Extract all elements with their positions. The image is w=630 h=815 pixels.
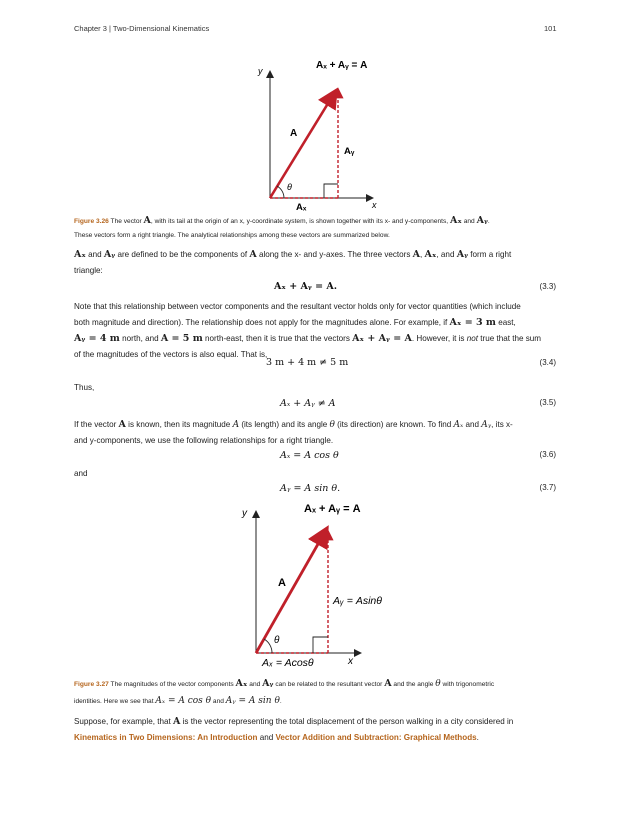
equation-3-4: 3 m + 4 m ≠ 5 m — [266, 357, 349, 368]
text: triangle: — [74, 266, 103, 275]
caption-text: identities. Here we see that — [74, 698, 154, 705]
equation-3-7: Aᵧ = A sin θ. — [280, 483, 341, 494]
figure-3-27 — [230, 496, 410, 672]
ax-label: Aₓ = Acosθ — [262, 657, 314, 669]
text: true that the sum — [480, 334, 541, 343]
text: , — [420, 250, 423, 259]
theta-label: θ — [287, 182, 292, 192]
equation-number: (3.4) — [539, 358, 556, 367]
equation-number: (3.6) — [539, 450, 556, 459]
text-and: and — [74, 469, 88, 478]
math-expr: Aᵧ = A sin θ — [225, 696, 280, 706]
text: and — [465, 420, 480, 429]
paragraph-example — [74, 714, 560, 746]
right-angle-mark — [313, 637, 328, 653]
equation-3-5: Aₓ + Aᵧ ≠ A — [280, 398, 336, 409]
text: north-east, then it is true that the vectors — [205, 334, 350, 343]
math-ax: Aₓ — [449, 215, 462, 226]
math-a: A — [118, 419, 126, 430]
math-a: A — [232, 420, 240, 430]
paragraph-vector-quantities — [74, 299, 560, 363]
text: along the x- and y-axes. The three vectors — [258, 250, 411, 259]
math-theta: θ — [435, 679, 441, 689]
page-number: 101 — [544, 24, 557, 33]
text: form a right — [470, 250, 512, 259]
math-a: A — [249, 249, 257, 260]
running-header: Chapter 3 | Two-Dimensional Kinematics — [74, 24, 210, 33]
figure-3-26 — [240, 52, 390, 212]
figure-title: Aₓ + Aᵧ = A — [304, 503, 361, 515]
theta-label: θ — [274, 635, 280, 646]
equation-3-3: Aₓ + Aᵧ = A. — [274, 281, 338, 292]
caption-text: can be related to the resultant vector — [275, 681, 383, 688]
text: is the vector representing the total displacement of the person walking in a city considered in — [182, 717, 514, 726]
link-kinematics-intro[interactable]: Kinematics in Two Dimensions: An Introduction — [74, 733, 258, 742]
text: . — [476, 733, 479, 742]
x-label: x — [348, 656, 353, 667]
text-emphasis: not — [466, 334, 478, 343]
text: . However, it is — [411, 334, 465, 343]
caption-text: and the angle — [393, 681, 434, 688]
caption-label: Figure 3.27 — [74, 681, 109, 688]
math-expr: Aᵧ = 4 m — [74, 333, 120, 344]
caption-text: and — [463, 218, 475, 225]
equation-number: (3.5) — [539, 398, 556, 407]
text: east, — [498, 318, 516, 327]
math-ay: Aᵧ — [456, 249, 469, 260]
text: , its x- — [491, 420, 513, 429]
math-ax: Aₓ — [424, 249, 437, 260]
angle-arc — [264, 639, 272, 653]
text: north, and — [122, 334, 159, 343]
math-ax: Aₓ — [453, 420, 464, 430]
text-thus: Thus, — [74, 383, 95, 392]
equation-3-6: Aₓ = A cos θ — [280, 450, 339, 461]
caption-text: The vector — [110, 218, 142, 225]
right-angle-mark — [324, 184, 338, 198]
a-label: A — [278, 577, 286, 589]
text: is known, then its magnitude — [128, 420, 231, 429]
math-expr: Aₓ = 3 m — [449, 317, 496, 328]
vector-a — [256, 530, 326, 653]
y-label: y — [242, 508, 247, 519]
figure-title: Aₓ + Aᵧ = A — [316, 60, 368, 71]
caption-label: Figure 3.26 — [74, 218, 109, 225]
caption-text: . — [279, 698, 282, 705]
math-ay: Aᵧ — [103, 249, 116, 260]
figure-3-26-caption: Figure 3.26 The vector A, with its tail at the origin of an x, y-coordinate system, is shown together with its x- and y-components, Aₓ and Aᵧ. These vectors form a right triangle. The analytical relationships among these vectors are summarized below. — [74, 215, 490, 239]
link-vector-addition[interactable]: Vector Addition and Subtraction: Graphical Methods — [275, 733, 477, 742]
caption-text: with trigonometric — [442, 681, 495, 688]
caption-text: and — [249, 681, 261, 688]
paragraph-known-vector — [74, 417, 560, 449]
math-a: A — [412, 249, 421, 260]
math-a: A — [384, 678, 392, 689]
math-expr: Aₓ + Aᵧ = A — [352, 333, 412, 344]
text: If the vector — [74, 420, 117, 429]
x-label: x — [372, 200, 377, 210]
math-expr: Aₓ = A cos θ — [155, 696, 212, 706]
figure-3-27-caption — [74, 675, 560, 710]
math-expr: A = 5 m — [160, 333, 203, 344]
math-ay: Aᵧ — [476, 215, 488, 226]
paragraph-components — [74, 247, 560, 279]
math-ay: Aᵧ — [262, 678, 274, 689]
caption-text: The magnitudes of the vector components — [110, 681, 234, 688]
text: are defined to be the components of — [117, 250, 248, 259]
text: and — [259, 733, 274, 742]
ax-label: Aₓ — [296, 202, 307, 212]
text: Suppose, for example, that — [74, 717, 171, 726]
angle-arc — [277, 186, 284, 198]
text: , and — [436, 250, 455, 259]
text: Note that this relationship between vector components and the resultant vector holds only for vector quantities (which include — [74, 302, 521, 311]
text: and y-components, we use the following relationships for a right triangle. — [74, 436, 334, 445]
math-ax: Aₓ — [74, 249, 86, 260]
a-label: A — [290, 128, 298, 139]
math-ax: Aₓ — [235, 678, 248, 689]
text: both magnitude and direction). The relationship does not apply for the magnitudes alone. For example, if — [74, 318, 448, 327]
caption-text: These vectors form a right triangle. The analytical relationships among these vectors are summarized below. — [74, 232, 390, 239]
math-a: A — [172, 716, 181, 727]
y-label: y — [258, 66, 263, 76]
caption-text: and — [212, 698, 224, 705]
math-a: A — [143, 215, 151, 226]
text: (its length) and its angle — [241, 420, 328, 429]
caption-text: , with its tail at the origin of an x, y-coordinate system, is shown together with its x- and y-components, — [150, 218, 449, 225]
math-ay: Aᵧ — [481, 420, 492, 430]
vector-a — [270, 92, 335, 198]
math-theta: θ — [329, 420, 335, 430]
equation-number: (3.7) — [539, 483, 556, 492]
text: (its direction) are known. To find — [337, 420, 452, 429]
text: and — [88, 250, 102, 259]
ay-label: Aᵧ = Asinθ — [333, 595, 382, 607]
text: of the magnitudes of the vectors is also equal. That is, — [74, 350, 268, 359]
equation-number: (3.3) — [539, 282, 556, 291]
ay-label: Aᵧ — [344, 146, 355, 157]
